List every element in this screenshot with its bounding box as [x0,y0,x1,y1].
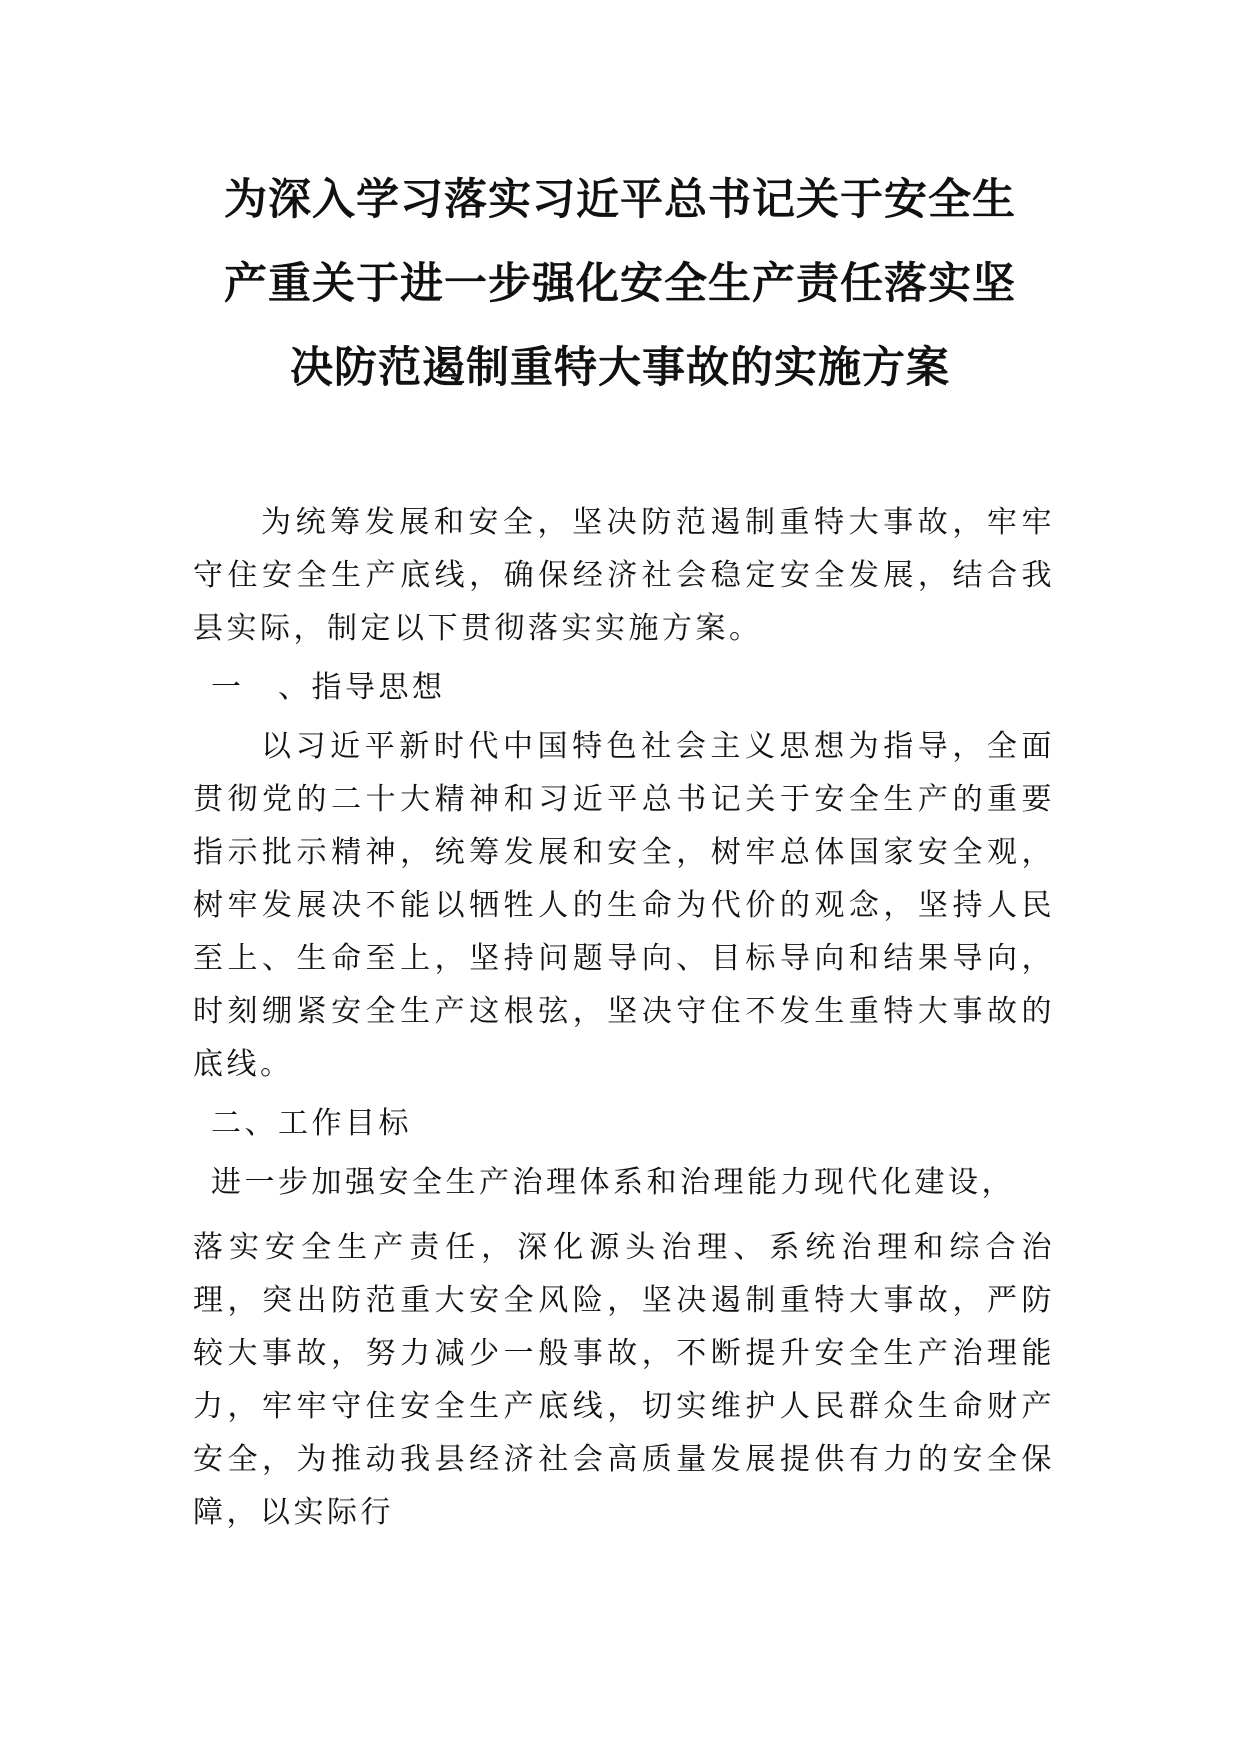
title-line-3: 决防范遏制重特大事故的实施方案 [290,343,950,393]
section-body-guiding-thought: 以习近平新时代中国特色社会主义思想为指导，全面贯彻党的二十大精神和习近平总书记关于安全生产的重要指示批示精神，统筹发展和安全，树牢总体国家安全观，树牢发展决不能以牺牲人的生命为代价的观念，坚持人民至上、生命至上，坚持问题导向、目标导向和结果导向，时刻绷紧安全生产这根弦，坚决守住不发生重特大事故的底线。 [193,729,1055,1082]
title-line-1: 为深入学习落实习近平总书记关于安全生 [224,175,1016,225]
section-heading-work-goals: 二、工作目标 [211,1106,412,1141]
document-body [193,496,1055,1539]
intro-paragraph: 为统筹发展和安全，坚决防范遏制重特大事故，牢牢守住安全生产底线，确保经济社会稳定安全发展，结合我县实际，制定以下贯彻落实实施方案。 [193,505,1055,646]
section-body-work-goals: 落实安全生产责任，深化源头治理、系统治理和综合治理，突出防范重大安全风险，坚决遏制重特大事故，严防较大事故，努力减少一般事故，不断提升安全生产治理能力，牢牢守住安全生产底线，切实维护人民群众生命财产安全，为推动我县经济社会高质量发展提供有力的安全保障，以实际行 [193,1230,1055,1530]
title-line-2: 产重关于进一步强化安全生产责任落实坚 [224,259,1016,309]
section-lead-work-goals: 进一步加强安全生产治理体系和治理能力现代化建设， [211,1165,1015,1200]
document-title [150,158,1090,410]
section-heading-guiding-thought: 一 、指导思想 [211,670,446,705]
